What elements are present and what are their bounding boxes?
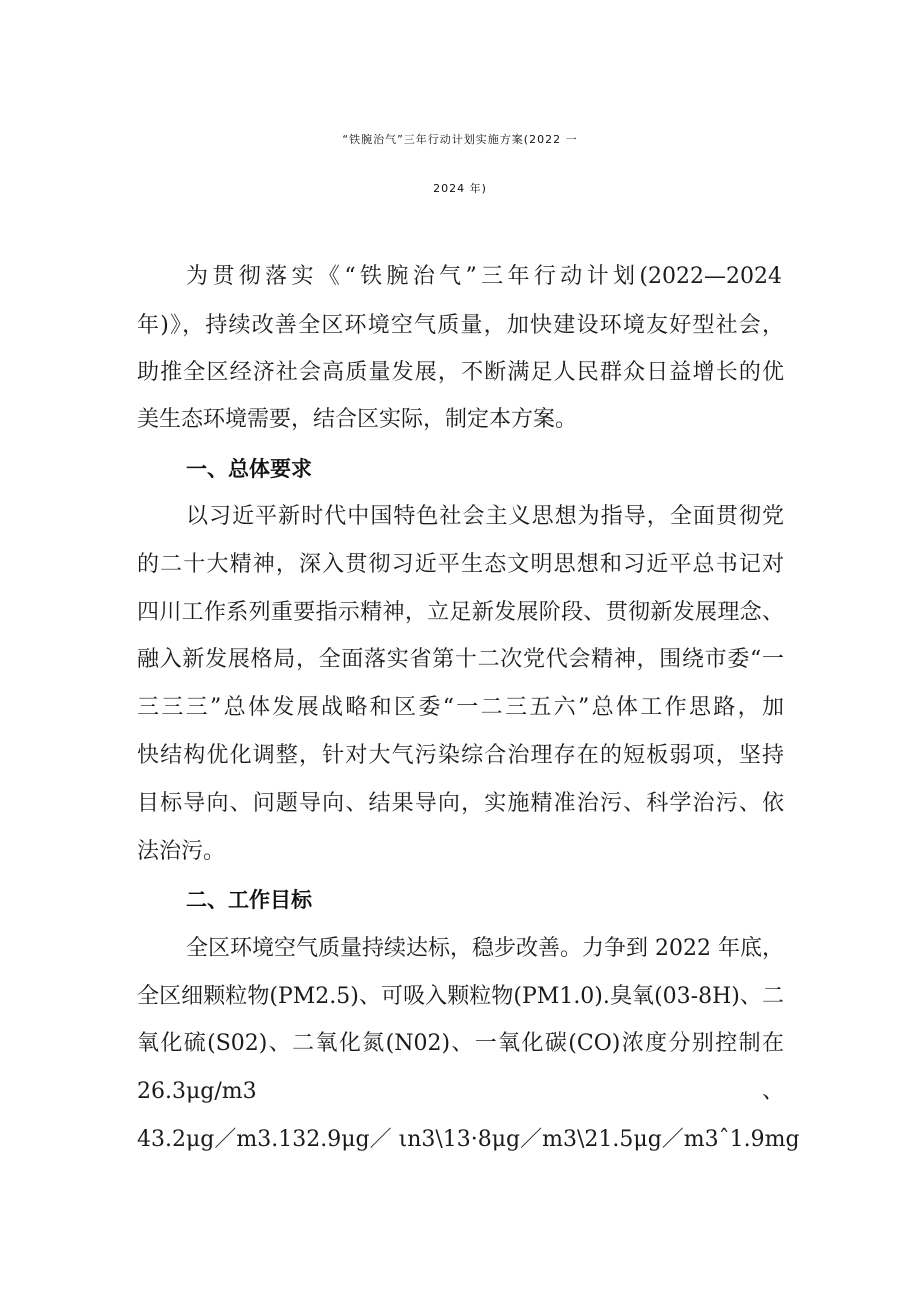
section-1-line-7: 目标导向、问题导向、结果导向，实施精准治污、科学治污、依 [137, 791, 784, 816]
document-title-line-1: “铁腕治气”三年行动计划实施方案(2022 一 [342, 133, 578, 146]
section-2-line-5: 43.2μg／m3.132.9μg／ ιn3\13·8μg／m3\21.5μg／m3ˆ1.9mg [137, 1127, 800, 1152]
section-1-line-4: 融入新发展格局，全面落实省第十二次党代会精神，围绕市委“一 [137, 647, 784, 672]
section-2-line-1: 全区环境空气质量持续达标，稳步改善。力争到 2022 年底， [186, 936, 784, 961]
intro-line-1: 为贯彻落实《“铁腕治气”三年行动计划(2022—2024 [186, 264, 782, 289]
intro-line-4: 美生态环境需要，结合区实际，制定本方案。 [137, 407, 578, 432]
section-1-line-5: 三三三”总体发展战略和区委“一二三五六”总体工作思路，加 [137, 695, 784, 720]
section-2-line-2: 全区细颗粒物(PM2.5)、可吸入颗粒物(PM1.0).臭氧(03-8H)、二 [137, 984, 784, 1009]
section-1-line-1: 以习近平新时代中国特色社会主义思想为指导，全面贯彻党 [186, 504, 784, 529]
section-1-line-3: 四川工作系列重要指示精神，立足新发展阶段、贯彻新发展理念、 [137, 600, 784, 625]
section-2-heading: 二、工作目标 [186, 888, 312, 912]
section-2-line-4-comma: 、 [762, 1079, 785, 1104]
document-title-line-2: 2024 年) [433, 182, 487, 195]
section-1-line-2: 的二十大精神，深入贯彻习近平生态文明思想和习近平总书记对 [137, 552, 784, 577]
section-2-line-3: 氧化硫(S02)、二氧化氮(N02)、一氧化碳(CO)浓度分别控制在 [137, 1031, 784, 1056]
section-2-line-4: 26.3μg/m3 [137, 1079, 257, 1104]
section-1-line-8: 法治污。 [137, 839, 226, 864]
intro-line-3: 助推全区经济社会高质量发展，不断满足人民群众日益增长的优 [137, 360, 784, 385]
section-1-heading: 一、总体要求 [186, 457, 312, 481]
intro-line-2: 年)》，持续改善全区环境空气质量，加快建设环境友好型社会， [137, 313, 784, 338]
section-1-line-6: 快结构优化调整，针对大气污染综合治理存在的短板弱项，坚持 [137, 743, 784, 768]
